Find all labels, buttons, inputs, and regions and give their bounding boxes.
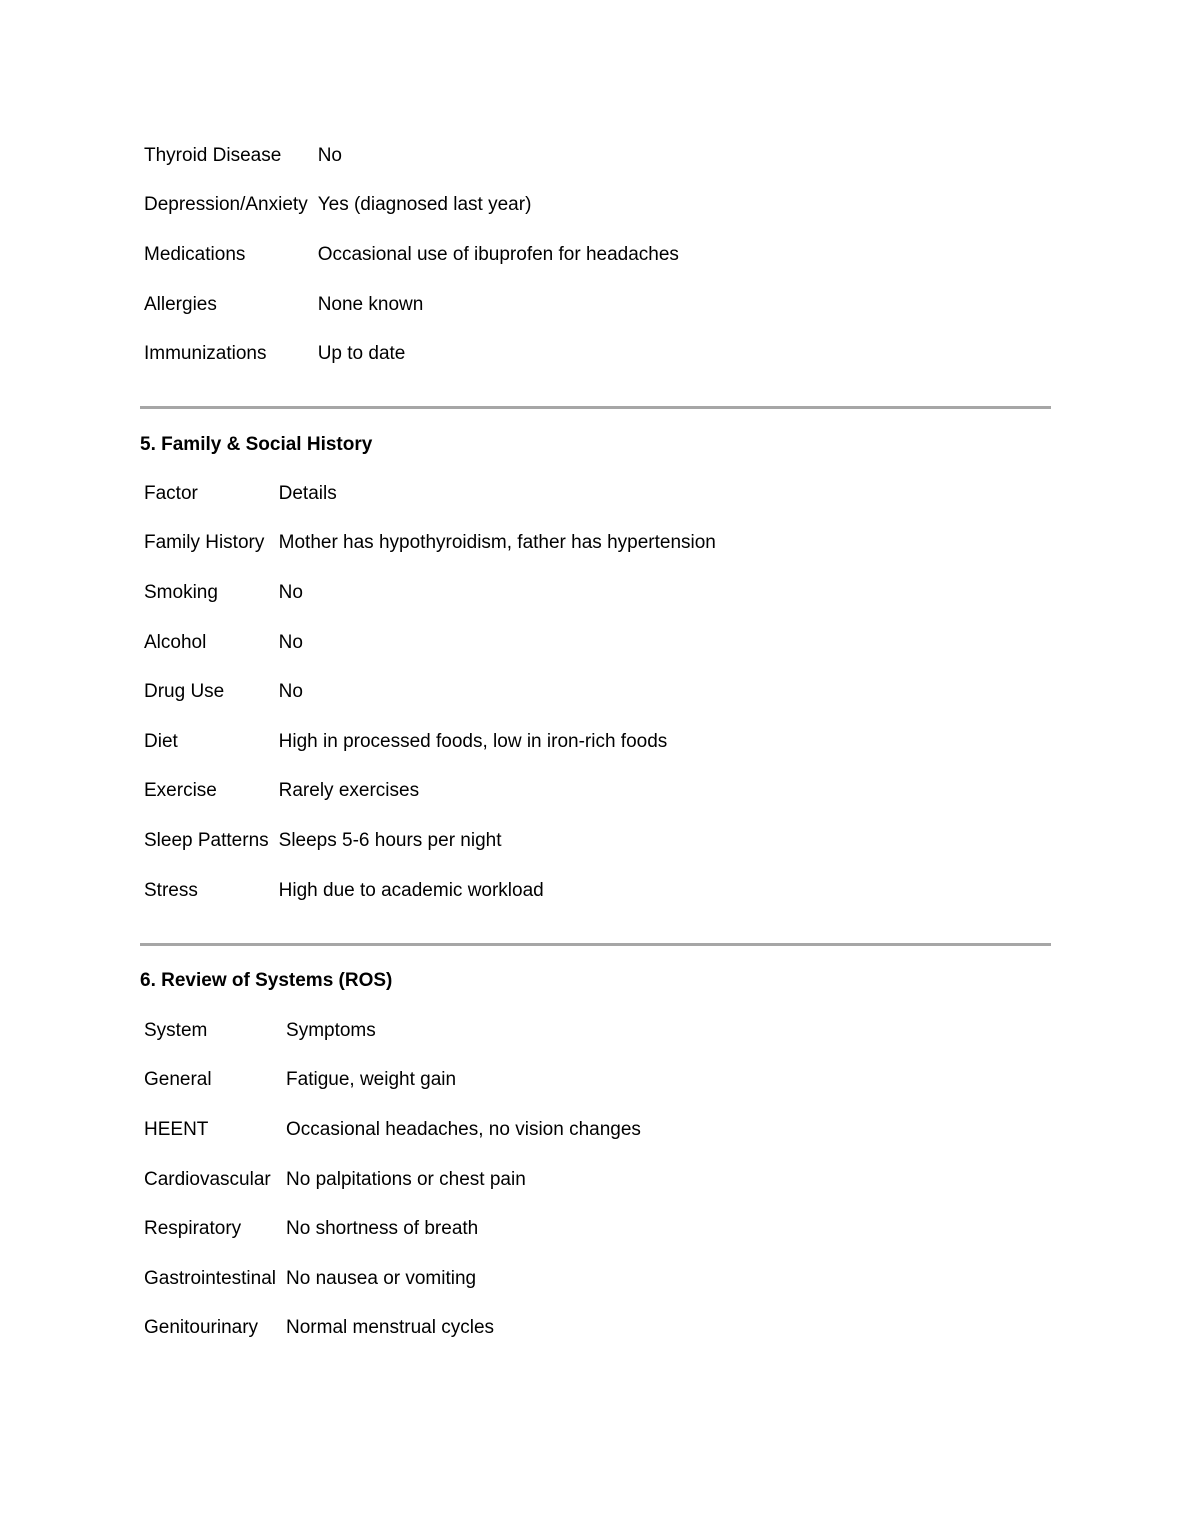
row-label: Smoking bbox=[144, 581, 218, 603]
table-row bbox=[140, 280, 683, 330]
table-row bbox=[140, 568, 720, 618]
row-value: No bbox=[278, 681, 303, 703]
section-heading-family-social-history: 5. Family & Social History bbox=[140, 434, 373, 455]
table-row bbox=[140, 131, 683, 181]
table-row bbox=[140, 1155, 645, 1205]
row-label: Genitourinary bbox=[144, 1317, 259, 1339]
table-row bbox=[140, 230, 683, 280]
table-row bbox=[140, 866, 720, 916]
row-value: Rarely exercises bbox=[278, 780, 420, 802]
table-row bbox=[140, 1056, 645, 1106]
table-header-row bbox=[140, 469, 720, 519]
table-row bbox=[140, 1105, 645, 1155]
row-label: Allergies bbox=[144, 293, 217, 315]
table-row bbox=[140, 1254, 645, 1304]
row-label: Medications bbox=[144, 243, 246, 265]
row-label: Drug Use bbox=[144, 681, 225, 703]
family-social-history-table bbox=[140, 469, 720, 915]
row-value: Mother has hypothyroidism, father has hypertension bbox=[278, 532, 716, 554]
table-row bbox=[140, 717, 720, 767]
row-value: None known bbox=[317, 293, 424, 315]
medical-history-table bbox=[140, 131, 683, 379]
row-label: Cardiovascular bbox=[144, 1168, 271, 1190]
row-value: Yes (diagnosed last year) bbox=[317, 194, 532, 216]
table-row bbox=[140, 1204, 645, 1254]
table-row bbox=[140, 767, 720, 817]
row-label: Immunizations bbox=[144, 343, 267, 365]
row-value: High in processed foods, low in iron-rich foods bbox=[278, 730, 668, 752]
table-row bbox=[140, 181, 683, 231]
table-row bbox=[140, 329, 683, 379]
row-value: Fatigue, weight gain bbox=[286, 1069, 457, 1091]
table-row bbox=[140, 519, 720, 569]
row-label: Depression/Anxiety bbox=[144, 194, 308, 216]
table-row bbox=[140, 816, 720, 866]
column-header-system: System bbox=[144, 1019, 208, 1041]
review-of-systems-table bbox=[140, 1006, 645, 1353]
section-heading-review-of-systems: 6. Review of Systems (ROS) bbox=[140, 970, 393, 991]
column-header-symptoms: Symptoms bbox=[286, 1019, 376, 1041]
table-row bbox=[140, 667, 720, 717]
row-label: Exercise bbox=[144, 780, 217, 802]
column-header-factor: Factor bbox=[144, 482, 198, 504]
row-value: Occasional headaches, no vision changes bbox=[286, 1118, 641, 1140]
row-label: Stress bbox=[144, 879, 198, 901]
row-value: No shortness of breath bbox=[286, 1218, 479, 1240]
row-label: Gastrointestinal bbox=[144, 1267, 277, 1289]
row-value: No bbox=[278, 631, 303, 653]
column-header-details: Details bbox=[278, 482, 337, 504]
table-header-row bbox=[140, 1006, 645, 1056]
table-row bbox=[140, 618, 720, 668]
row-value: No bbox=[278, 581, 303, 603]
row-value: No nausea or vomiting bbox=[286, 1267, 477, 1289]
row-value: Up to date bbox=[317, 343, 406, 365]
section-divider bbox=[140, 406, 1051, 409]
row-value: Sleeps 5-6 hours per night bbox=[278, 829, 502, 851]
row-label: Thyroid Disease bbox=[144, 144, 282, 166]
table-row bbox=[140, 1304, 645, 1354]
row-value: No bbox=[317, 144, 342, 166]
row-value: No palpitations or chest pain bbox=[286, 1168, 526, 1190]
row-value: High due to academic workload bbox=[278, 879, 544, 901]
section-divider bbox=[140, 943, 1051, 946]
row-label: HEENT bbox=[144, 1118, 209, 1140]
row-label: Sleep Patterns bbox=[144, 829, 269, 851]
row-label: General bbox=[144, 1069, 212, 1091]
row-label: Family History bbox=[144, 532, 265, 554]
row-value: Normal menstrual cycles bbox=[286, 1317, 495, 1339]
row-label: Alcohol bbox=[144, 631, 207, 653]
row-label: Diet bbox=[144, 730, 178, 752]
row-value: Occasional use of ibuprofen for headaches bbox=[317, 243, 679, 265]
row-label: Respiratory bbox=[144, 1218, 242, 1240]
